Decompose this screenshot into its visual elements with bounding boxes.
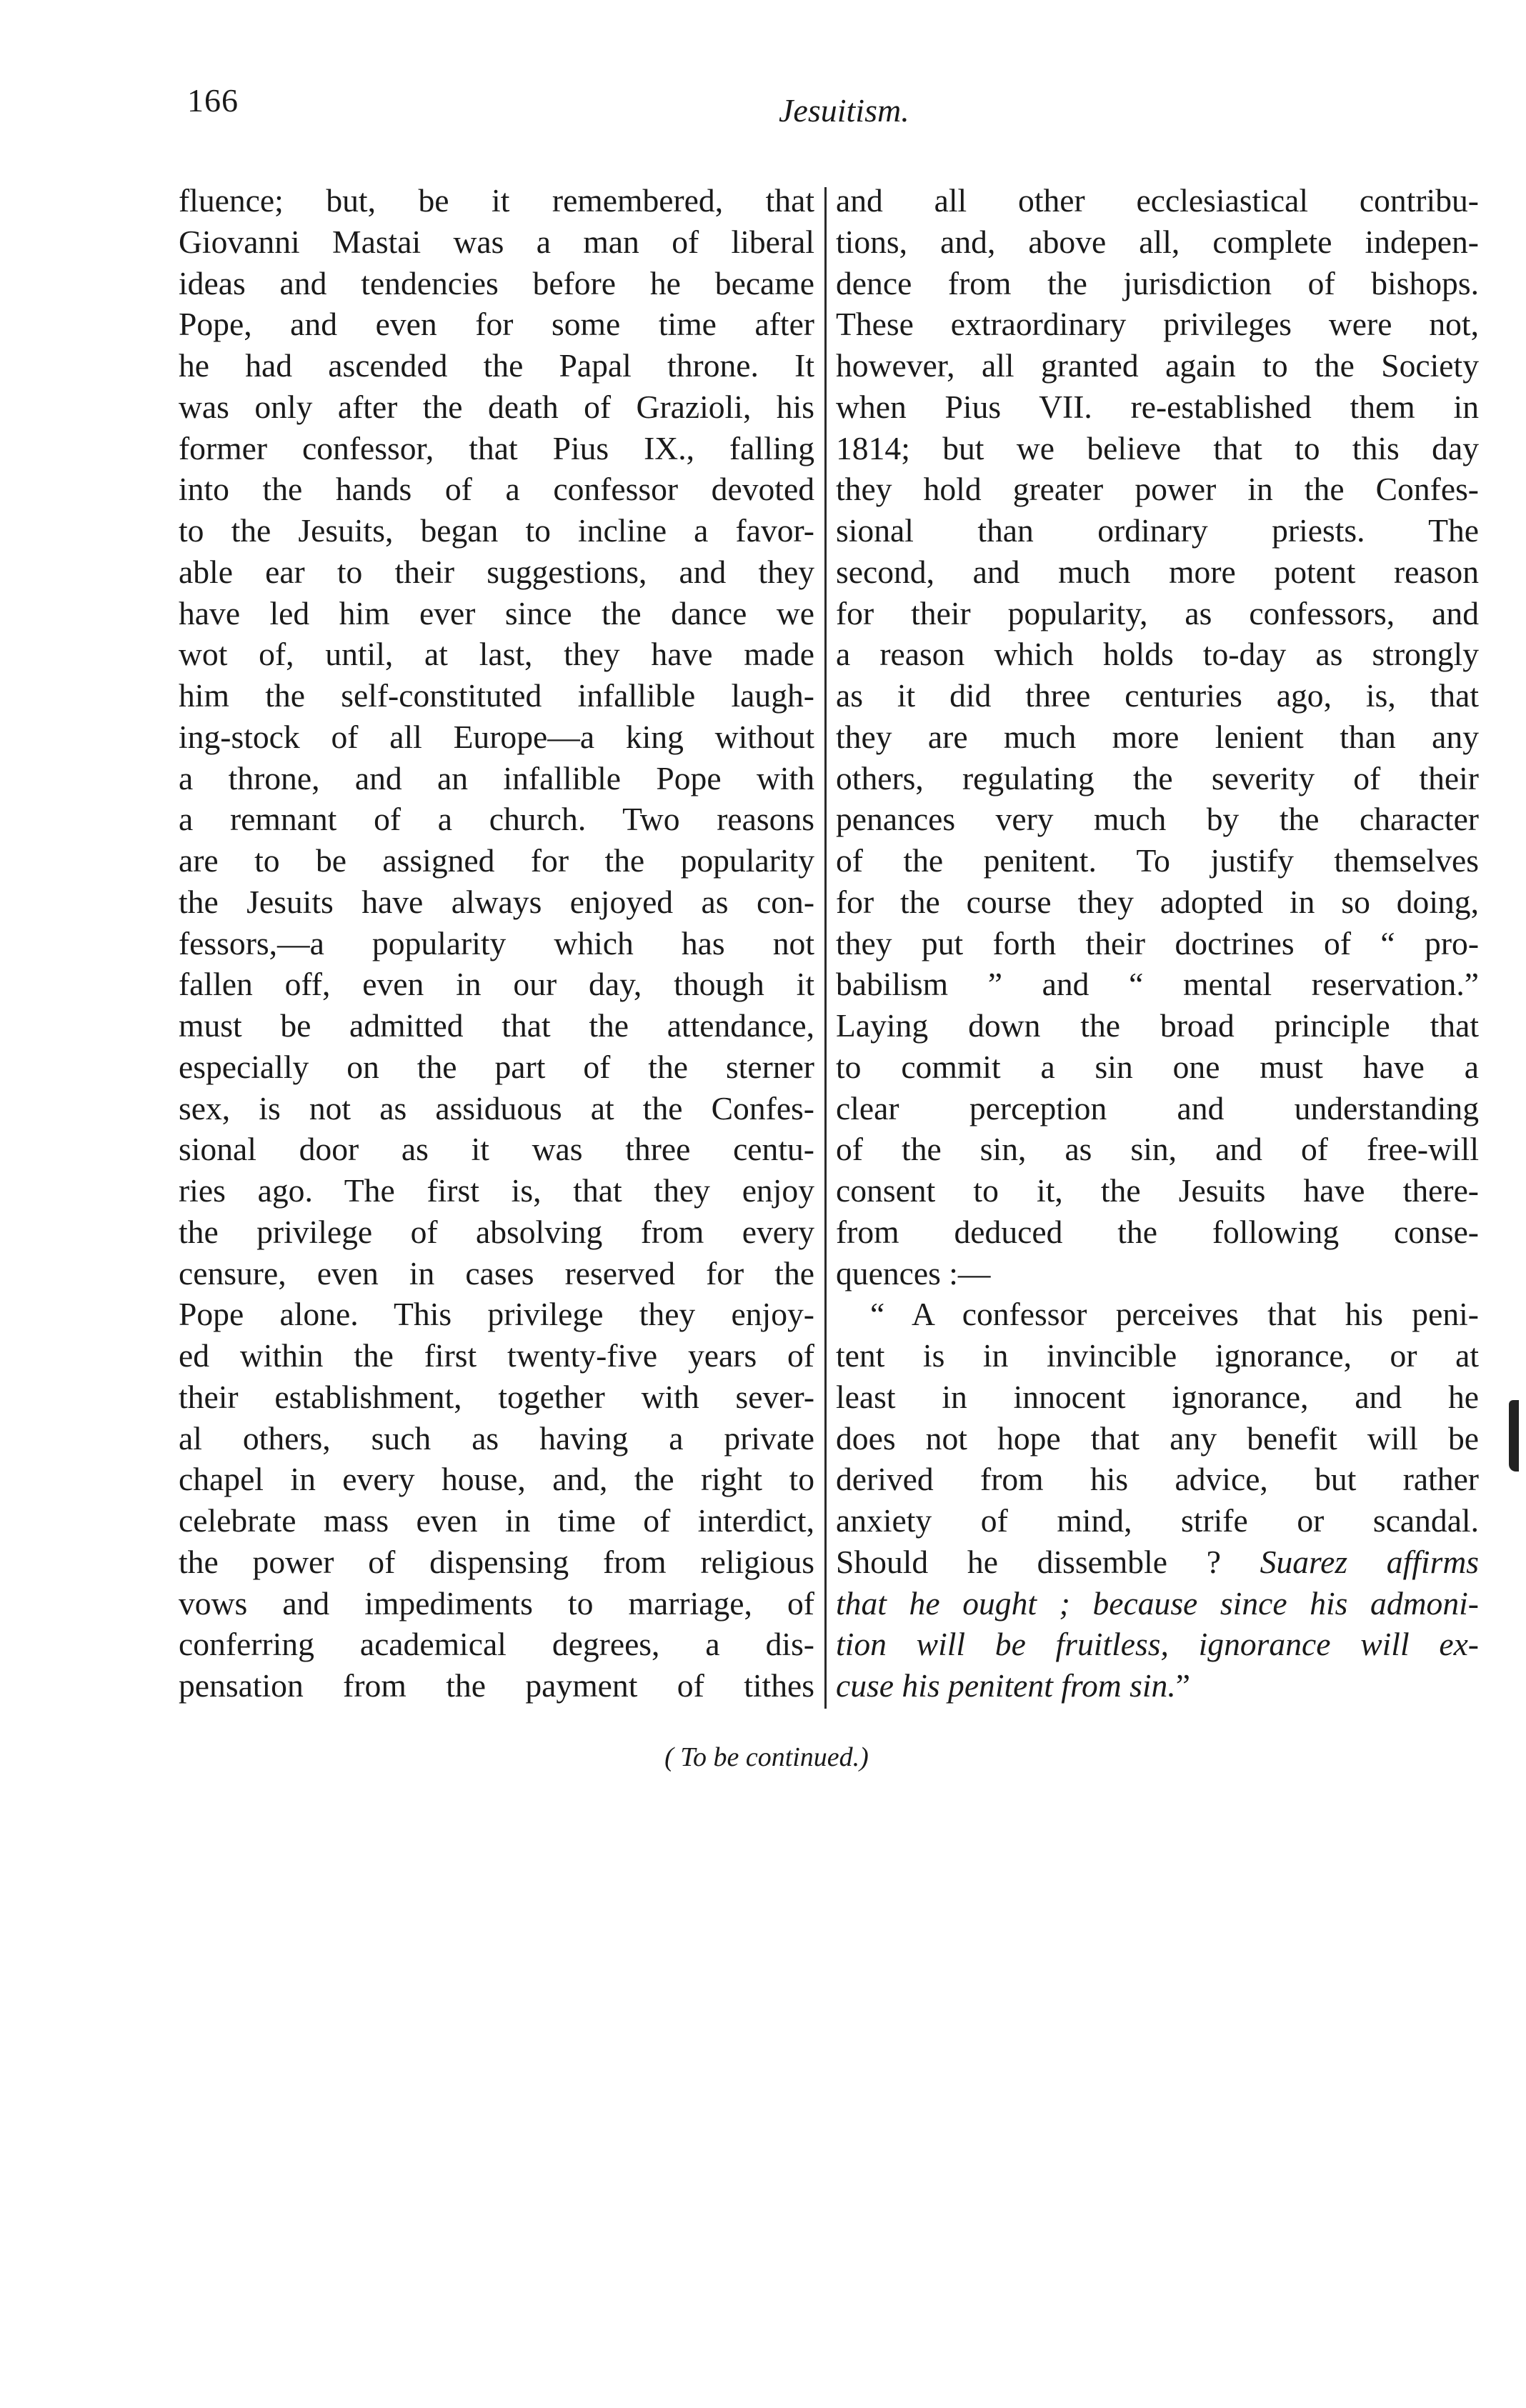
text-line: are to be assigned for the popularity	[179, 842, 814, 879]
quote-line: that he ought ; because since his admoni-	[836, 1584, 1479, 1622]
text-line: others, regulating the severity of their	[836, 759, 1479, 796]
text-line: censure, even in cases reserved for the	[179, 1254, 814, 1292]
running-title: Jesuitism.	[779, 92, 909, 129]
text-line: second, and much more potent reason	[836, 553, 1479, 590]
text-line: vows and impediments to marriage, of	[179, 1584, 814, 1622]
quote-line	[836, 1542, 1479, 1583]
text-line: celebrate mass even in time of interdict,	[179, 1502, 814, 1539]
text-line: him the self-constituted infallible laugh-	[179, 677, 814, 714]
left-column	[179, 180, 814, 1707]
column-divider	[824, 187, 827, 1709]
quote-line: tent is in invincible ignorance, or at	[836, 1337, 1479, 1374]
text-line: he had ascended the Papal throne. It	[179, 347, 814, 384]
text-line: to commit a sin one must have a	[836, 1048, 1479, 1085]
text-line: to the Jesuits, began to incline a favor-	[179, 512, 814, 549]
quote-line	[836, 1665, 1479, 1707]
quote-line: least in innocent ignorance, and he	[836, 1378, 1479, 1415]
text-line: must be admitted that the attendance,	[179, 1007, 814, 1044]
text-line: clear perception and understanding	[836, 1089, 1479, 1126]
text-line: ed within the first twenty-five years of	[179, 1337, 814, 1374]
text-line: for their popularity, as confessors, and	[836, 594, 1479, 631]
text-line: a reason which holds to-day as strongly	[836, 636, 1479, 673]
text-line: for the course they adopted in so doing,	[836, 883, 1479, 920]
text-line: al others, such as having a private	[179, 1419, 814, 1457]
to-be-continued-note: ( To be continued.)	[664, 1742, 869, 1772]
text-line: conferring academical degrees, a dis-	[179, 1626, 814, 1663]
quote-line: “ A confessor perceives that his peni-	[870, 1296, 1479, 1333]
text-line: of the penitent. To justify themselves	[836, 842, 1479, 879]
closing-quote-mark: ”	[1175, 1667, 1190, 1704]
text-line: ing-stock of all Europe—a king without	[179, 718, 814, 755]
text-line: when Pius VII. re-established them in	[836, 388, 1479, 425]
right-column	[836, 180, 1479, 1707]
text-line: they put forth their doctrines of “ pro-	[836, 924, 1479, 961]
text-line: the power of dispensing from religious	[179, 1543, 814, 1580]
text-line: their establishment, together with sever-	[179, 1378, 814, 1415]
text-line: former confessor, that Pius IX., falling	[179, 429, 814, 466]
text-line: a remnant of a church. Two reasons	[179, 801, 814, 838]
text-line: was only after the death of Grazioli, his	[179, 388, 814, 425]
text-line: however, all granted again to the Society	[836, 347, 1479, 384]
text-line: tions, and, above all, complete indepen-	[836, 223, 1479, 260]
text-line: fluence; but, be it remembered, that	[179, 182, 814, 219]
page-number: 166	[187, 82, 239, 119]
text-line: 1814; but we believe that to this day	[836, 429, 1479, 466]
text-line: pensation from the payment of tithes	[179, 1667, 814, 1704]
text-line: babilism ” and “ mental reservation.”	[836, 966, 1479, 1003]
text-line: the privilege of absolving from every	[179, 1213, 814, 1250]
text-line: penances very much by the character	[836, 801, 1479, 838]
text-line: ries ago. The first is, that they enjoy	[179, 1172, 814, 1209]
text-line: a throne, and an infallible Pope with	[179, 759, 814, 796]
quote-line: does not hope that any benefit will be	[836, 1419, 1479, 1457]
text-line: chapel in every house, and, the right to	[179, 1461, 814, 1498]
text-line: and all other ecclesiastical contribu-	[836, 182, 1479, 219]
text-line: sional door as it was three centu-	[179, 1131, 814, 1168]
text-line: wot of, until, at last, they have made	[179, 636, 814, 673]
page-edge-mark	[1509, 1400, 1519, 1472]
text-line: sex, is not as assiduous at the Confes-	[179, 1089, 814, 1126]
text-line: especially on the part of the sterner	[179, 1048, 814, 1085]
text-line: the Jesuits have always enjoyed as con-	[179, 883, 814, 920]
text-line: quences :—	[836, 1254, 991, 1292]
quote-question: Should he dissemble ?	[836, 1543, 1221, 1580]
text-line: able ear to their suggestions, and they	[179, 553, 814, 590]
text-line: Giovanni Mastai was a man of liberal	[179, 223, 814, 260]
text-line: as it did three centuries ago, is, that	[836, 677, 1479, 714]
quote-end-italic: cuse his penitent from sin.	[836, 1667, 1176, 1704]
text-line: dence from the jurisdiction of bishops.	[836, 264, 1479, 301]
quote-line: derived from his advice, but rather	[836, 1461, 1479, 1498]
quote-attribution: Suarez affirms	[1260, 1543, 1479, 1580]
text-line: they are much more lenient than any	[836, 718, 1479, 755]
text-line: from deduced the following conse-	[836, 1213, 1479, 1250]
text-line: have led him ever since the dance we	[179, 594, 814, 631]
text-line: Pope, and even for some time after	[179, 306, 814, 343]
text-line: These extraordinary privileges were not,	[836, 306, 1479, 343]
text-line: of the sin, as sin, and of free-will	[836, 1131, 1479, 1168]
text-line: ideas and tendencies before he became	[179, 264, 814, 301]
text-line: into the hands of a confessor devoted	[179, 471, 814, 508]
text-line: Pope alone. This privilege they enjoy-	[179, 1296, 814, 1333]
quote-line: tion will be fruitless, ignorance will ex-	[836, 1626, 1479, 1663]
text-line: fessors,—a popularity which has not	[179, 924, 814, 961]
text-line: they hold greater power in the Confes-	[836, 471, 1479, 508]
text-line: Laying down the broad principle that	[836, 1007, 1479, 1044]
text-line: sional than ordinary priests. The	[836, 512, 1479, 549]
text-line: consent to it, the Jesuits have there-	[836, 1172, 1479, 1209]
quote-line: anxiety of mind, strife or scandal.	[836, 1502, 1479, 1539]
text-line: fallen off, even in our day, though it	[179, 966, 814, 1003]
